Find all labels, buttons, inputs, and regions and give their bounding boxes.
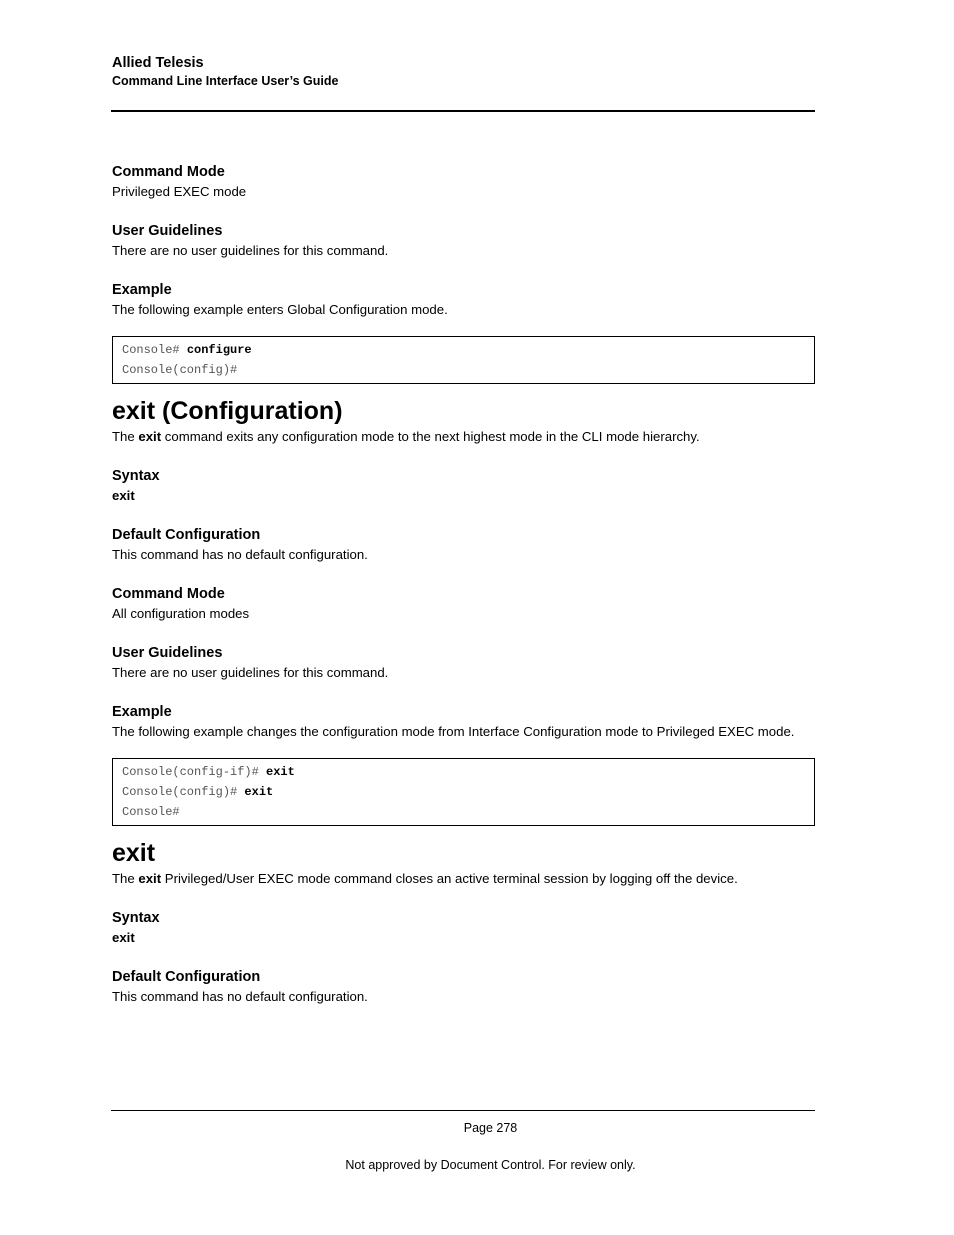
default-config-heading: Default Configuration	[112, 527, 261, 543]
user-guidelines-heading: User Guidelines	[112, 645, 223, 661]
guide-title: Command Line Interface User’s Guide	[112, 74, 339, 88]
command-mode-heading: Command Mode	[112, 164, 225, 180]
default-config-heading: Default Configuration	[112, 969, 261, 985]
section-title: exit (Configuration)	[112, 397, 343, 425]
code-line: Console#	[122, 805, 180, 819]
command-mode-text: All configuration modes	[112, 606, 250, 621]
user-guidelines-heading: User Guidelines	[112, 223, 223, 239]
example-heading: Example	[112, 704, 172, 720]
example-text: The following example changes the configuration mode from Interface Configuration mode to Privileged EXEC mode.	[112, 724, 795, 739]
syntax-text: exit	[112, 488, 135, 503]
page-content	[112, 164, 815, 1005]
code-line: Console(config)#	[122, 363, 238, 377]
example-heading: Example	[112, 282, 172, 298]
page-header	[112, 55, 815, 89]
command-mode-heading: Command Mode	[112, 586, 225, 602]
code-line: Console(config-if)# exit	[122, 765, 295, 779]
example-text: The following example enters Global Configuration mode.	[112, 302, 448, 317]
header-rule	[111, 110, 815, 112]
code-block	[112, 758, 815, 826]
user-guidelines-text: There are no user guidelines for this command.	[112, 243, 389, 258]
review-notice: Not approved by Document Control. For review only.	[345, 1158, 636, 1172]
default-config-text: This command has no default configuration.	[112, 547, 368, 562]
code-block	[112, 336, 815, 384]
company-name: Allied Telesis	[112, 55, 204, 71]
section-title: exit	[112, 839, 156, 867]
syntax-heading: Syntax	[112, 910, 160, 926]
default-config-text: This command has no default configuration.	[112, 989, 368, 1004]
syntax-heading: Syntax	[112, 468, 160, 484]
syntax-text: exit	[112, 930, 135, 945]
footer-rule	[111, 1110, 815, 1111]
user-guidelines-text: There are no user guidelines for this command.	[112, 665, 389, 680]
page-number: Page 278	[463, 1121, 518, 1135]
code-line: Console# configure	[122, 343, 252, 357]
code-line: Console(config)# exit	[122, 785, 274, 799]
command-mode-text: Privileged EXEC mode	[112, 184, 247, 199]
section-intro: The exit Privileged/User EXEC mode command closes an active terminal session by logging off the device.	[112, 871, 738, 886]
section-intro: The exit command exits any configuration mode to the next highest mode in the CLI mode hierarchy.	[112, 429, 700, 444]
